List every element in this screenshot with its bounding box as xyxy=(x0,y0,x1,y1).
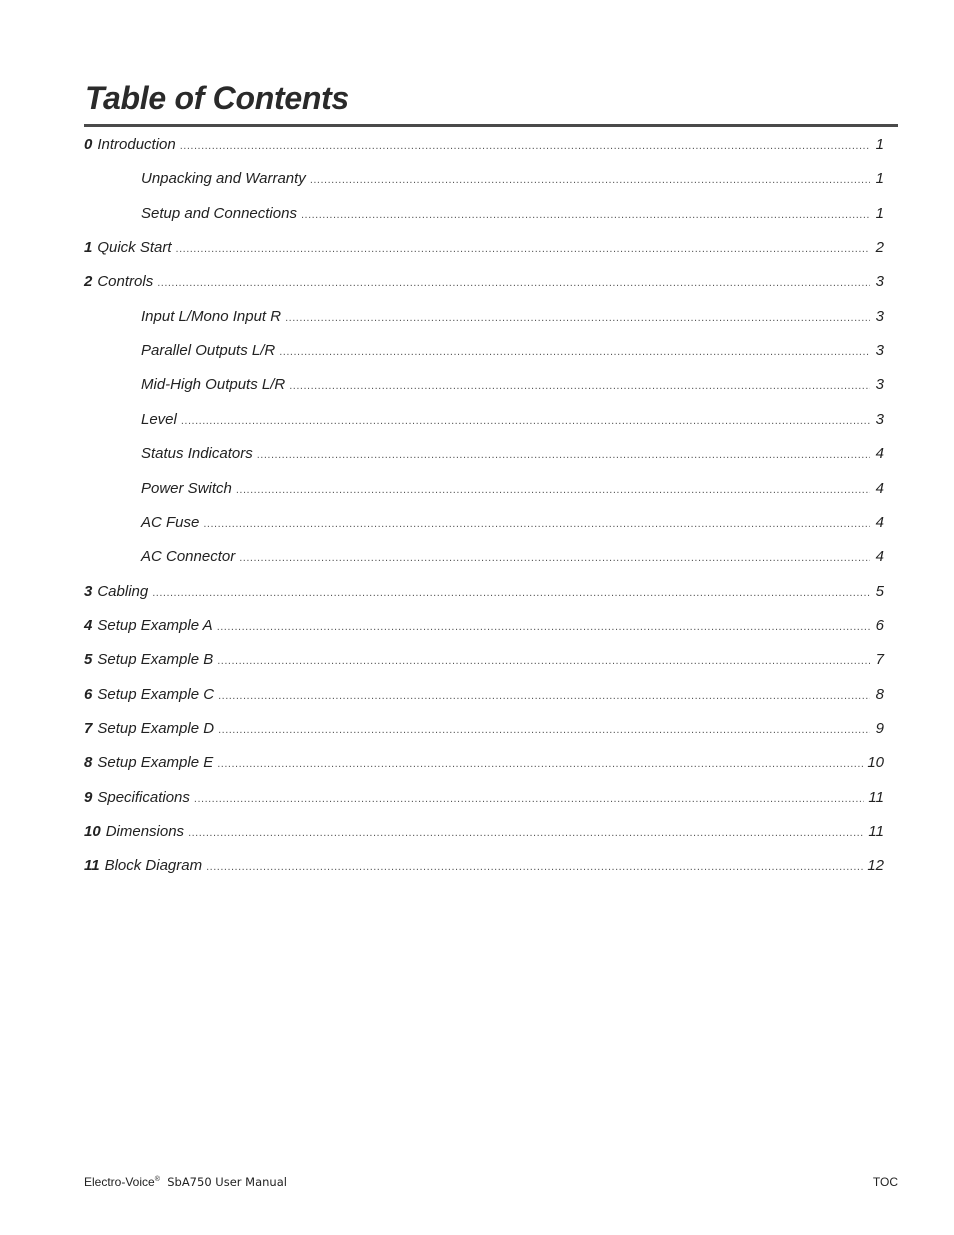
toc-dot-leader xyxy=(217,651,870,671)
toc-entry-title: Setup Example A xyxy=(97,616,213,634)
toc-entry[interactable] xyxy=(84,719,884,739)
toc-entry-title: Dimensions xyxy=(105,823,185,840)
toc-entry-title: Setup Example D xyxy=(97,719,215,737)
toc-dot-leader xyxy=(157,273,870,293)
toc-dot-leader xyxy=(301,205,870,225)
toc-entry[interactable] xyxy=(84,822,884,842)
toc-dot-leader xyxy=(152,583,870,603)
toc-entry[interactable] xyxy=(84,135,884,155)
toc-page-number: 10 xyxy=(867,754,884,772)
toc-entry-number: 2 xyxy=(84,273,93,291)
toc-dot-leader xyxy=(181,411,870,431)
toc-entry[interactable] xyxy=(141,204,884,224)
toc-entry[interactable] xyxy=(141,307,884,327)
toc-entry[interactable] xyxy=(141,375,884,395)
toc-dot-leader xyxy=(285,308,870,328)
toc-page-number: 3 xyxy=(875,376,884,394)
toc-dot-leader xyxy=(218,720,870,740)
toc-entry-title: Parallel Outputs L/R xyxy=(141,342,276,360)
page-title: Table of Contents xyxy=(85,80,349,116)
toc-page-number: 5 xyxy=(875,582,884,600)
toc-entry-number: 6 xyxy=(84,685,93,703)
toc-entry-title: Power Switch xyxy=(141,479,232,497)
toc-entry-number: 8 xyxy=(84,754,93,772)
registered-mark: ® xyxy=(154,1176,160,1183)
toc-page-number: 4 xyxy=(875,548,884,566)
toc-page-number: 12 xyxy=(867,857,884,875)
toc-page-number: 4 xyxy=(875,513,884,531)
toc-entry[interactable] xyxy=(141,479,884,499)
toc-entry-title: Setup Example C xyxy=(97,685,215,703)
toc-dot-leader xyxy=(206,857,863,877)
toc-page-number: 1 xyxy=(875,170,884,188)
toc-dot-leader xyxy=(279,342,870,362)
toc-entry-number: 3 xyxy=(84,582,93,600)
toc-dot-leader xyxy=(180,136,870,156)
toc-dot-leader xyxy=(203,514,870,534)
title-divider xyxy=(84,124,898,127)
toc-dot-leader xyxy=(239,548,870,568)
toc-page-number: 4 xyxy=(875,445,884,463)
toc-entry[interactable] xyxy=(141,410,884,430)
toc-entry-title: Setup and Connections xyxy=(141,204,297,222)
toc-dot-leader xyxy=(310,170,870,190)
toc-entry[interactable] xyxy=(84,650,884,670)
toc-page-number: 1 xyxy=(875,204,884,222)
toc-page-number: 3 xyxy=(875,273,884,291)
toc-entry[interactable] xyxy=(141,513,884,533)
toc-page-number: 11 xyxy=(868,823,884,840)
toc-dot-leader xyxy=(236,480,870,500)
toc-page-number: 3 xyxy=(875,342,884,360)
toc-page-number: 1 xyxy=(875,136,884,153)
toc-entry-number: 5 xyxy=(84,651,93,669)
toc-entry[interactable] xyxy=(84,616,884,636)
toc-entry-title: Cabling xyxy=(97,582,149,600)
footer-document-info xyxy=(84,1175,287,1189)
footer-brand: Electro-Voice xyxy=(84,1175,155,1189)
toc-entry-title: Setup Example B xyxy=(97,651,214,669)
toc-entry-title: Input L/Mono Input R xyxy=(141,307,282,325)
toc-entry-title: Controls xyxy=(97,273,154,291)
toc-page-number: 8 xyxy=(875,685,884,703)
toc-entry-title: Unpacking and Warranty xyxy=(141,170,306,188)
toc-entry[interactable] xyxy=(141,444,884,464)
toc-entry[interactable] xyxy=(84,856,884,876)
toc-entry-number: 9 xyxy=(84,788,93,806)
toc-entry-title: Quick Start xyxy=(97,239,172,257)
toc-page-number: 4 xyxy=(875,479,884,497)
footer-manual-title: SbA750 User Manual xyxy=(167,1175,287,1189)
toc-dot-leader xyxy=(217,617,870,637)
toc-entry-title: Mid-High Outputs L/R xyxy=(141,376,286,394)
toc-dot-leader xyxy=(218,686,870,706)
toc-entry-title: AC Connector xyxy=(141,548,236,566)
toc-entry-title: Block Diagram xyxy=(104,857,203,875)
toc-page-number: 2 xyxy=(875,239,884,257)
toc-dot-leader xyxy=(217,754,863,774)
toc-entry[interactable] xyxy=(141,547,884,567)
toc-entry[interactable] xyxy=(141,341,884,361)
toc-entry-title: Status Indicators xyxy=(141,445,253,463)
toc-entry-number: 7 xyxy=(84,719,93,737)
toc-page-number: 7 xyxy=(875,651,884,669)
toc-page-number: 3 xyxy=(875,307,884,325)
toc-entry-title: Specifications xyxy=(97,788,190,806)
toc-page-number: 9 xyxy=(875,719,884,737)
toc-entry[interactable] xyxy=(84,753,884,773)
toc-entry[interactable] xyxy=(84,238,884,258)
toc-dot-leader xyxy=(188,823,864,843)
toc-page-number: 6 xyxy=(875,616,884,634)
toc-entry-number: 4 xyxy=(84,616,93,634)
toc-entry-number: 10 xyxy=(84,823,101,840)
toc-dot-leader xyxy=(257,445,870,465)
toc-entry[interactable] xyxy=(141,169,884,189)
toc-entry-title: AC Fuse xyxy=(141,513,200,531)
toc-entry-title: Introduction xyxy=(97,136,176,153)
footer-section-label: TOC xyxy=(872,1175,898,1189)
toc-dot-leader xyxy=(176,239,870,259)
toc-dot-leader xyxy=(289,376,870,396)
toc-entry-title: Setup Example E xyxy=(97,754,214,772)
toc-entry[interactable] xyxy=(84,582,884,602)
toc-entry[interactable] xyxy=(84,685,884,705)
toc-entry-number: 1 xyxy=(84,239,93,257)
toc-dot-leader xyxy=(194,789,865,809)
toc-entry-number: 11 xyxy=(84,857,100,875)
toc-entry-title: Level xyxy=(141,410,177,428)
toc-page-number: 11 xyxy=(868,788,884,806)
toc-page-number: 3 xyxy=(875,410,884,428)
toc-entry[interactable] xyxy=(84,272,884,292)
toc-entry[interactable] xyxy=(84,788,884,808)
toc-entry-number: 0 xyxy=(84,136,93,153)
